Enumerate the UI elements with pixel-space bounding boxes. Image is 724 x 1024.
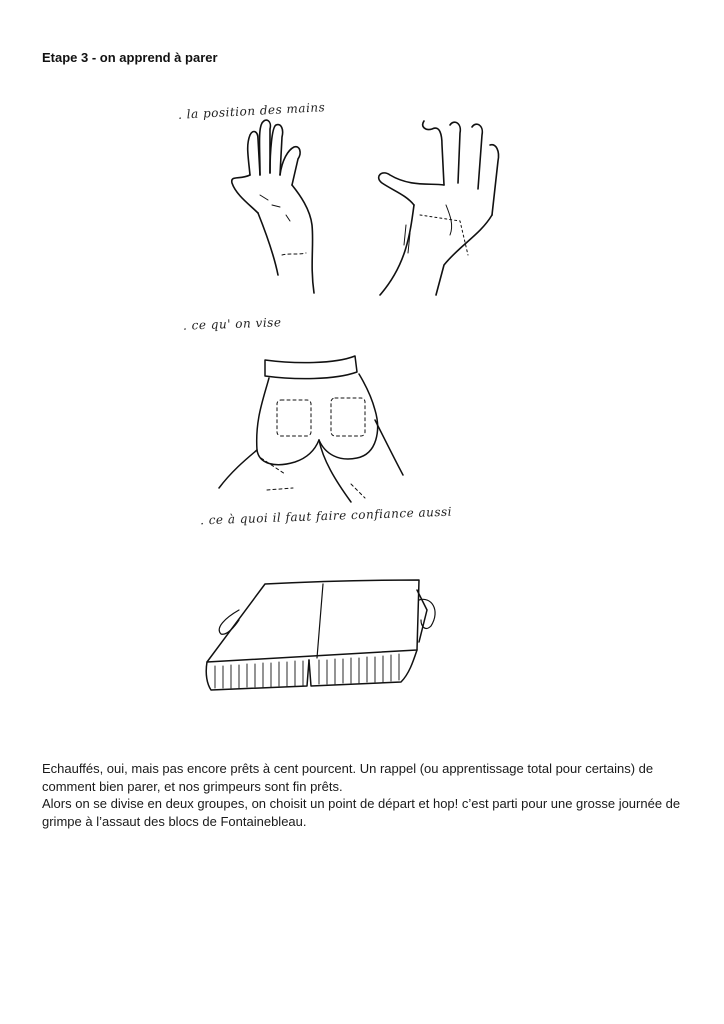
right-hand-drawing	[379, 121, 499, 295]
target-illustration	[215, 340, 415, 510]
left-hand-drawing	[232, 120, 314, 293]
hands-illustration	[210, 105, 510, 300]
page-title: Etape 3 - on apprend à parer	[42, 50, 218, 65]
body-paragraph-1: Echauffés, oui, mais pas encore prêts à cent pourcent. Un rappel (ou apprentissage total pour certains) de comment bien parer, et nos grimpeurs sont fin prêts.	[42, 761, 654, 794]
caption-trust: . ce à quoi il faut faire confiance aussi	[199, 504, 453, 528]
caption-hands-position: . la position des mains	[177, 100, 326, 122]
body-text	[42, 760, 692, 830]
caption-target: . ce qu' on vise	[182, 315, 282, 333]
body-paragraph-2: Alors on se divise en deux groupes, on choisit un point de départ et hop! c’est parti pour une grosse journée de grimpe à l’assaut des blocs de Fontainebleau.	[42, 796, 681, 829]
crashpad-illustration	[205, 570, 455, 700]
